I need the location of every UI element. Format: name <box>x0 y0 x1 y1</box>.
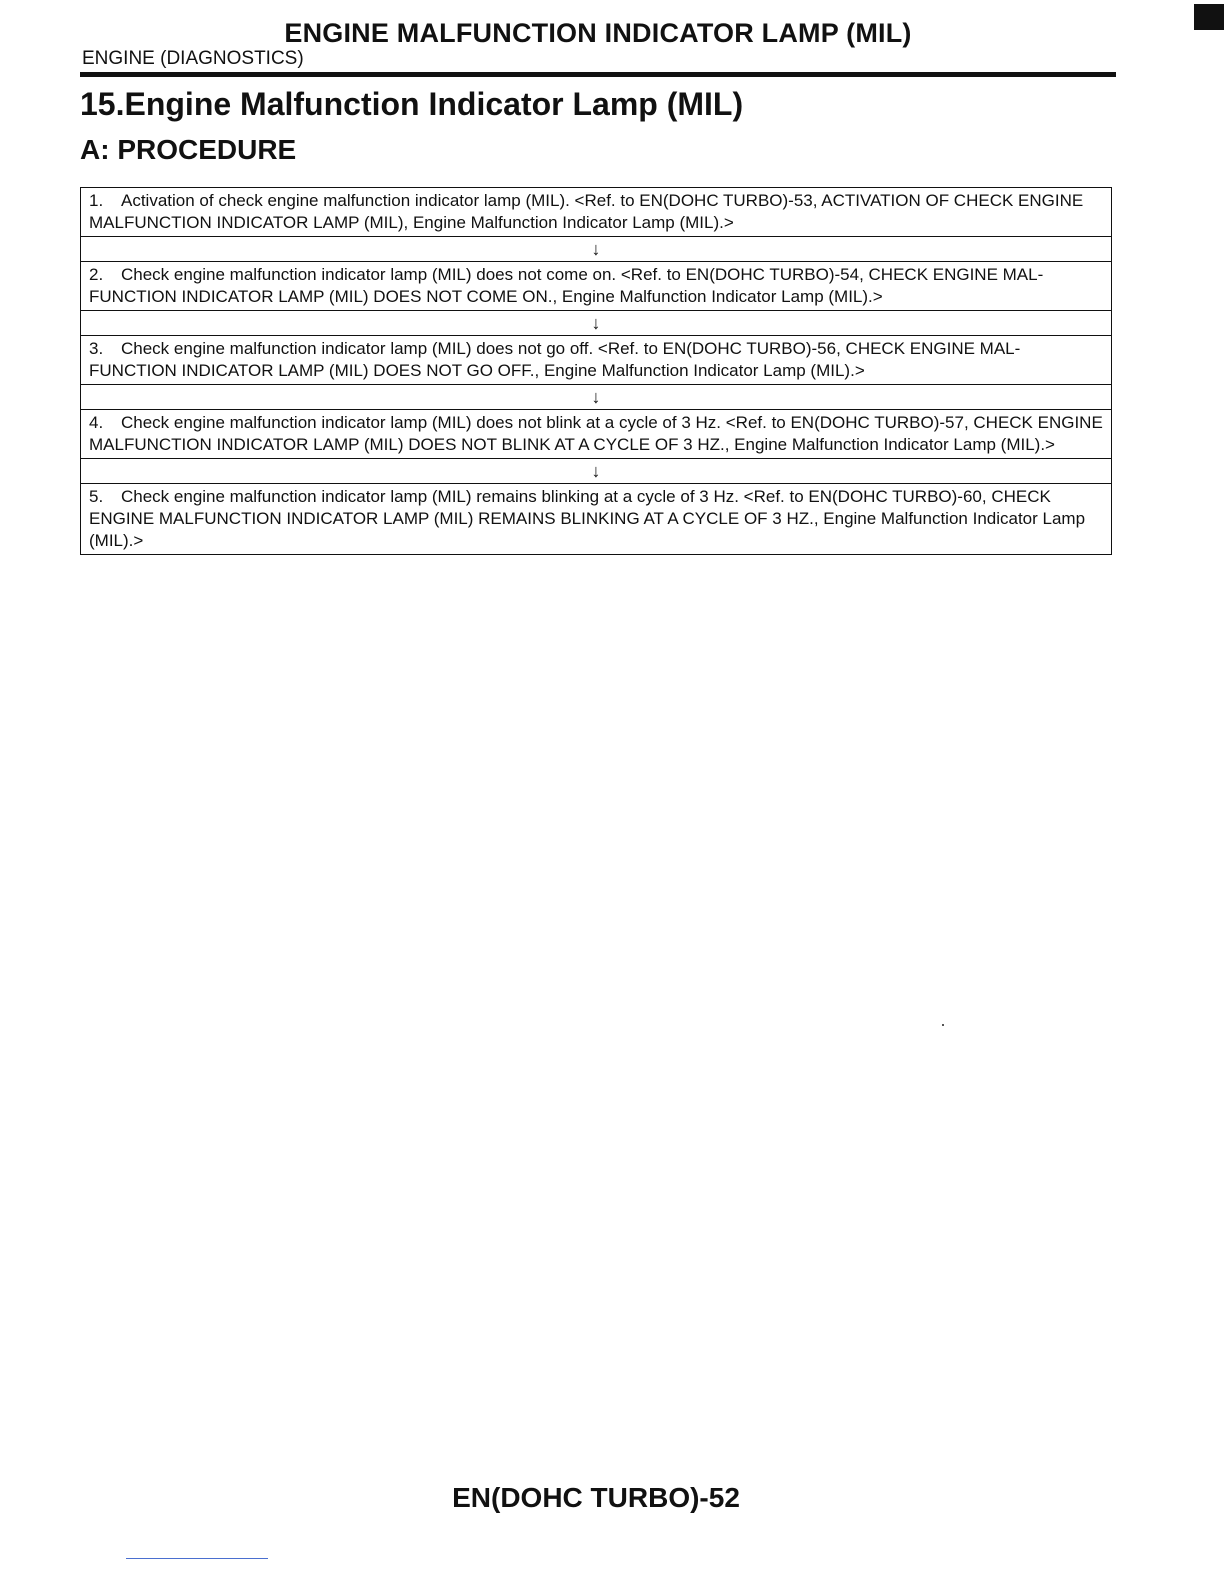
page-header-title: ENGINE MALFUNCTION INDICATOR LAMP (MIL) <box>284 18 912 48</box>
procedure-step-3 <box>81 336 1111 385</box>
procedure-step-1 <box>81 188 1111 237</box>
flow-arrow: ↓ <box>81 311 1111 336</box>
header-rule <box>80 72 1116 77</box>
flow-arrow: ↓ <box>81 459 1111 484</box>
scan-speck <box>942 1024 944 1026</box>
page-header-subtitle: ENGINE (DIAGNOSTICS) <box>82 48 304 69</box>
procedure-step-4 <box>81 410 1111 459</box>
step-number: 3. <box>89 339 104 358</box>
page-number: EN(DOHC TURBO)-52 <box>452 1482 740 1513</box>
section-title: 15.Engine Malfunction Indicator Lamp (MIL) <box>80 86 744 122</box>
scan-corner-mark <box>1194 4 1224 30</box>
step-text: Check engine malfunction indicator lamp (MIL) remains blinking at a cycle of 3 Hz. <Ref. to EN(DOHC TURBO)-60, CHECK ENGINE MALFUNCTION INDICATOR LAMP (MIL) REMAINS BLINKING AT A CYCLE OF 3 HZ., Engine Malfunction Indicator Lamp (MIL).> <box>89 487 1086 550</box>
flow-arrow: ↓ <box>81 385 1111 410</box>
step-text: Check engine malfunction indicator lamp (MIL) does not come on. <Ref. to EN(DOHC TURBO)-54, CHECK ENGINE MAL-FUNCTION INDICATOR LAMP (MIL) DOES NOT COME ON., Engine Malfunction Indicator Lamp (MIL).> <box>89 265 1044 306</box>
footer-line <box>126 1558 268 1559</box>
flow-arrow: ↓ <box>81 237 1111 262</box>
step-text: Activation of check engine malfunction indicator lamp (MIL). <Ref. to EN(DOHC TURBO)-53, ACTIVATION OF CHECK ENGINE MALFUNCTION INDICATOR LAMP (MIL), Engine Malfunction Indicator Lamp (MIL).> <box>89 191 1084 232</box>
procedure-step-5 <box>81 484 1111 554</box>
procedure-heading: A: PROCEDURE <box>80 134 297 165</box>
step-number: 1. <box>89 191 104 210</box>
procedure-step-2 <box>81 262 1111 311</box>
step-number: 5. <box>89 487 104 506</box>
step-number: 4. <box>89 413 104 432</box>
procedure-table <box>80 187 1112 555</box>
step-text: Check engine malfunction indicator lamp (MIL) does not blink at a cycle of 3 Hz. <Ref. to EN(DOHC TURBO)-57, CHECK ENGINE MALFUNCTION INDICATOR LAMP (MIL) DOES NOT BLINK AT A CYCLE OF 3 HZ., Engine Malfunction Indicator Lamp (MIL).> <box>89 413 1103 454</box>
step-text: Check engine malfunction indicator lamp (MIL) does not go off. <Ref. to EN(DOHC TURBO)-56, CHECK ENGINE MAL-FUNCTION INDICATOR LAMP (MIL) DOES NOT GO OFF., Engine Malfunction Indicator Lamp (MIL).> <box>89 339 1021 380</box>
step-number: 2. <box>89 265 104 284</box>
